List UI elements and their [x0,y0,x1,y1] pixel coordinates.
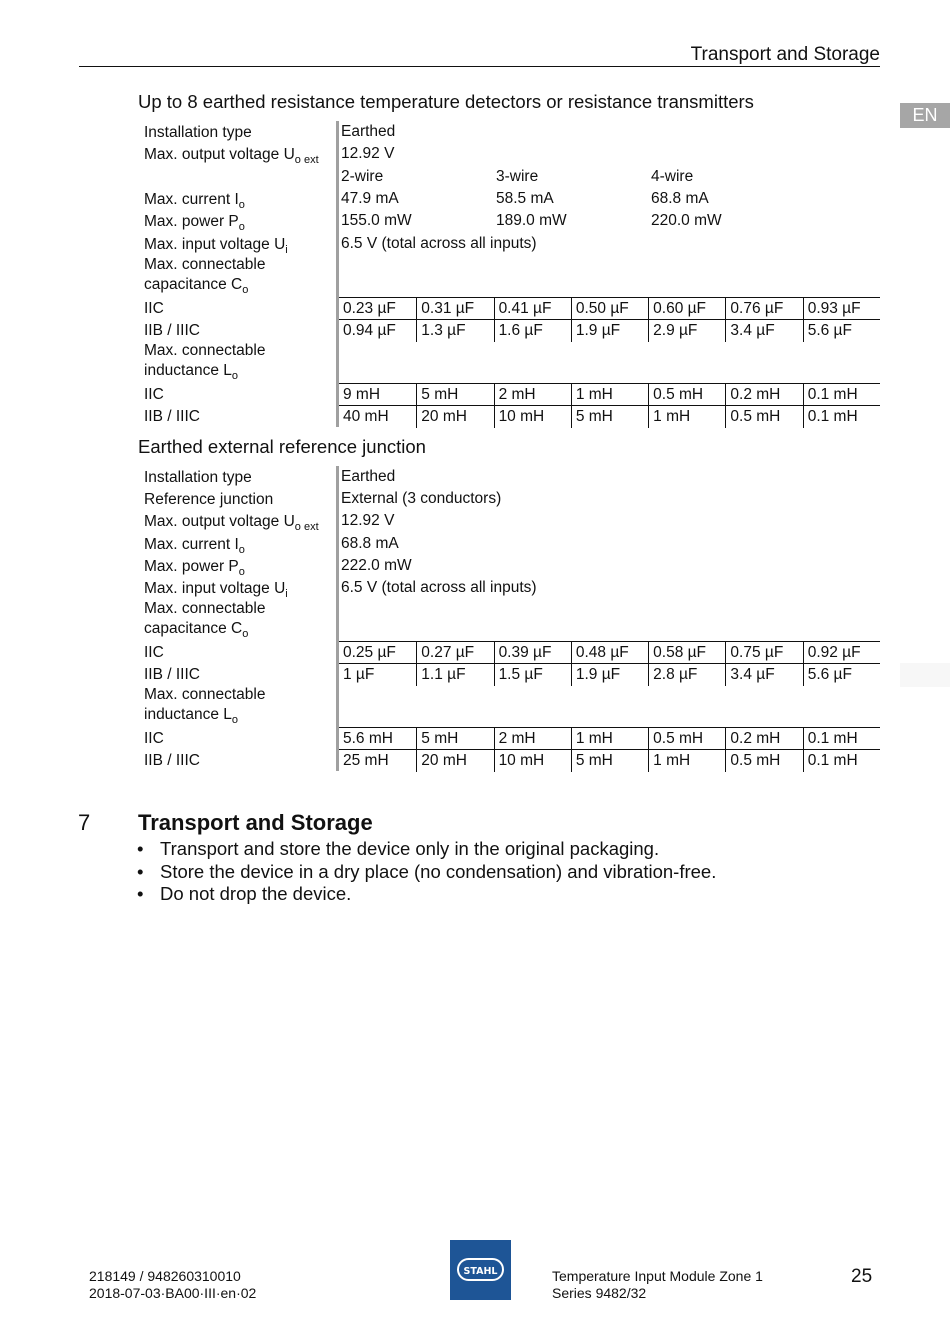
row-value: External (3 conductors) [341,490,502,507]
spec-row-capacitance-iib [138,663,880,685]
row-label: Max. input voltage $U_i$ [144,580,288,600]
value-cell: 20 mH [416,750,493,772]
value-cell: 0.75 µF [725,642,802,664]
value-cell: 5.6 µF [803,664,880,686]
value-cell: 1.1 µF [416,664,493,686]
spec-row-inductance-iic [138,727,880,749]
row-label: Max. output voltage $U_{o ext}$ [144,146,319,166]
page-number: 25 [851,1266,873,1287]
wiring-4wire: 4-wire [651,168,694,185]
value-cell: 0.50 µF [571,298,648,320]
row-label: IIC [144,730,164,747]
row-label: Max. power $P_o$ [144,558,245,578]
value-cell: 0.2 mH [725,384,802,406]
chapter-number: 7 [78,810,91,835]
spec-row-capacitance-iic [138,641,880,663]
list-item: • Do not drop the device. [137,883,716,906]
row-label: Installation type [144,124,252,141]
spec-row-max-current [138,188,880,210]
row-value: 12.92 V [341,512,395,529]
row-label: Max. connectable inductance $L_o$ [144,342,266,382]
value-cell: 0.39 µF [494,642,571,664]
value-cell: 0.25 µF [343,644,396,661]
spec-row-capacitance-heading [138,255,880,297]
row-value: 68.8 mA [341,535,399,552]
value-cell: 1.9 µF [571,664,648,686]
row-label: Max. connectable inductance $L_o$ [144,686,266,726]
value-cell: 0.5 mH [648,384,725,406]
row-value: Earthed [341,123,396,140]
row-value: Earthed [341,468,396,485]
spec-row-inductance-heading [138,341,880,383]
value-cell: 3.4 µF [725,664,802,686]
product-series: Series 9482/32 [552,1285,647,1301]
section-heading: Earthed external reference junction [138,436,426,457]
value-cell: 0.1 mH [803,384,880,406]
row-label: IIB / IIIC [144,666,200,683]
list-item: • Store the device in a dry place (no condensation) and vibration-free. [137,861,716,884]
faded-side-tab [900,663,950,687]
value-cell: 0.58 µF [648,642,725,664]
value-cell: 2 mH [494,384,571,406]
spec-table [138,466,880,771]
row-value: 222.0 mW [341,557,412,574]
spec-row-output-voltage [138,510,880,533]
value-cell: 0.5 mH [725,750,802,772]
value-cell: 5 mH [416,384,493,406]
product-name: Temperature Input Module Zone 1 [552,1268,763,1284]
value-cell: 0.94 µF [343,322,396,339]
list-item: • Transport and store the device only in the original packaging. [137,838,716,861]
value-cell: 40 mH [343,408,389,425]
row-label: Max. connectable capacitance $C_o$ [144,600,266,640]
value-cell: 0.5 mH [648,728,725,750]
value-cell: 10 mH [494,750,571,772]
value-4wire: 68.8 mA [651,190,709,207]
value-cell: 1.9 µF [571,320,648,342]
page-header-title: Transport and Storage [690,44,880,65]
row-label: Max. input voltage $U_i$ [144,236,288,256]
value-cell: 9 mH [343,386,381,403]
row-label: Max. output voltage $U_{o ext}$ [144,513,319,533]
value-cell: 5.6 mH [343,730,393,747]
footer-product-info [552,1268,763,1302]
value-cell: 0.27 µF [416,642,493,664]
row-label: Installation type [144,469,252,486]
spec-row-installation [138,466,880,488]
value-cell: 0.1 mH [803,406,880,428]
value-cell: 0.92 µF [803,642,880,664]
value-cell: 0.2 mH [725,728,802,750]
value-cell: 0.48 µF [571,642,648,664]
doc-number: 218149 / 948260310010 [89,1268,241,1284]
value-cell: 1 mH [648,750,725,772]
value-cell: 3.4 µF [725,320,802,342]
logo-emblem-icon [450,1240,511,1300]
value-cell: 2.8 µF [648,664,725,686]
spec-row-capacitance-iib [138,319,880,341]
row-label: Reference junction [144,491,274,508]
value-cell: 0.1 mH [803,750,880,772]
row-label: Max. current $I_o$ [144,191,245,211]
spec-row-input-voltage [138,577,880,599]
value-cell: 5 mH [416,728,493,750]
value-cell: 2 mH [494,728,571,750]
value-cell: 0.41 µF [494,298,571,320]
value-cell: 1 µF [343,666,375,683]
stahl-logo [450,1240,511,1300]
logo-text: STAHL [463,1266,498,1277]
value-cell: 10 mH [494,406,571,428]
value-3wire: 189.0 mW [496,212,567,229]
row-label: IIC [144,300,164,317]
chapter-title: Transport and Storage [138,810,373,835]
row-value: 12.92 V [341,145,395,162]
row-label: Max. current $I_o$ [144,536,245,556]
row-label: IIC [144,386,164,403]
spec-row-installation [138,121,880,143]
footer-document-info [89,1268,256,1302]
spec-row-reference-junction [138,488,880,510]
spec-row-wiring-types [138,166,880,188]
value-cell: 1.5 µF [494,664,571,686]
value-cell: 5 mH [571,406,648,428]
spec-row-inductance-iic [138,383,880,405]
wiring-2wire: 2-wire [341,168,384,185]
row-label: IIB / IIIC [144,752,200,769]
value-cell: 25 mH [343,752,389,769]
value-cell: 5 mH [571,750,648,772]
value-cell: 1 mH [648,406,725,428]
value-cell: 0.1 mH [803,728,880,750]
row-value: 6.5 V (total across all inputs) [341,579,537,596]
spec-row-inductance-iib [138,749,880,771]
value-2wire: 47.9 mA [341,190,399,207]
value-cell: 5.6 µF [803,320,880,342]
wiring-3wire: 3-wire [496,168,539,185]
doc-date: 2018-07-03·BA00·III·en·02 [89,1285,257,1301]
value-cell: 0.31 µF [416,298,493,320]
row-label: IIC [144,644,164,661]
spec-row-capacitance-heading [138,599,880,641]
value-cell: 0.5 mH [725,406,802,428]
spec-row-capacitance-iic [138,297,880,319]
value-cell: 1.6 µF [494,320,571,342]
spec-row-input-voltage [138,233,880,255]
value-cell: 0.76 µF [725,298,802,320]
row-label: IIB / IIIC [144,322,200,339]
row-label: IIB / IIIC [144,408,200,425]
row-value: 6.5 V (total across all inputs) [341,235,537,252]
spec-row-inductance-iib [138,405,880,427]
value-3wire: 58.5 mA [496,190,554,207]
value-2wire: 155.0 mW [341,212,412,229]
value-cell: 2.9 µF [648,320,725,342]
value-cell: 1 mH [571,728,648,750]
spec-row-max-power [138,555,880,577]
section-heading: Up to 8 earthed resistance temperature detectors or resistance transmitters [138,91,754,112]
language-tab: EN [900,103,950,128]
spec-row-max-current [138,533,880,555]
spec-table [138,121,880,427]
bullet-list [137,838,716,906]
spec-row-inductance-heading [138,685,880,727]
value-cell: 20 mH [416,406,493,428]
header-divider [79,66,880,67]
value-cell: 1 mH [571,384,648,406]
value-4wire: 220.0 mW [651,212,722,229]
spec-row-max-power [138,210,880,233]
row-label: Max. connectable capacitance $C_o$ [144,256,266,296]
value-cell: 1.3 µF [416,320,493,342]
value-cell: 0.93 µF [803,298,880,320]
value-cell: 0.60 µF [648,298,725,320]
spec-row-output-voltage [138,143,880,166]
row-label: Max. power $P_o$ [144,213,245,233]
value-cell: 0.23 µF [343,300,396,317]
